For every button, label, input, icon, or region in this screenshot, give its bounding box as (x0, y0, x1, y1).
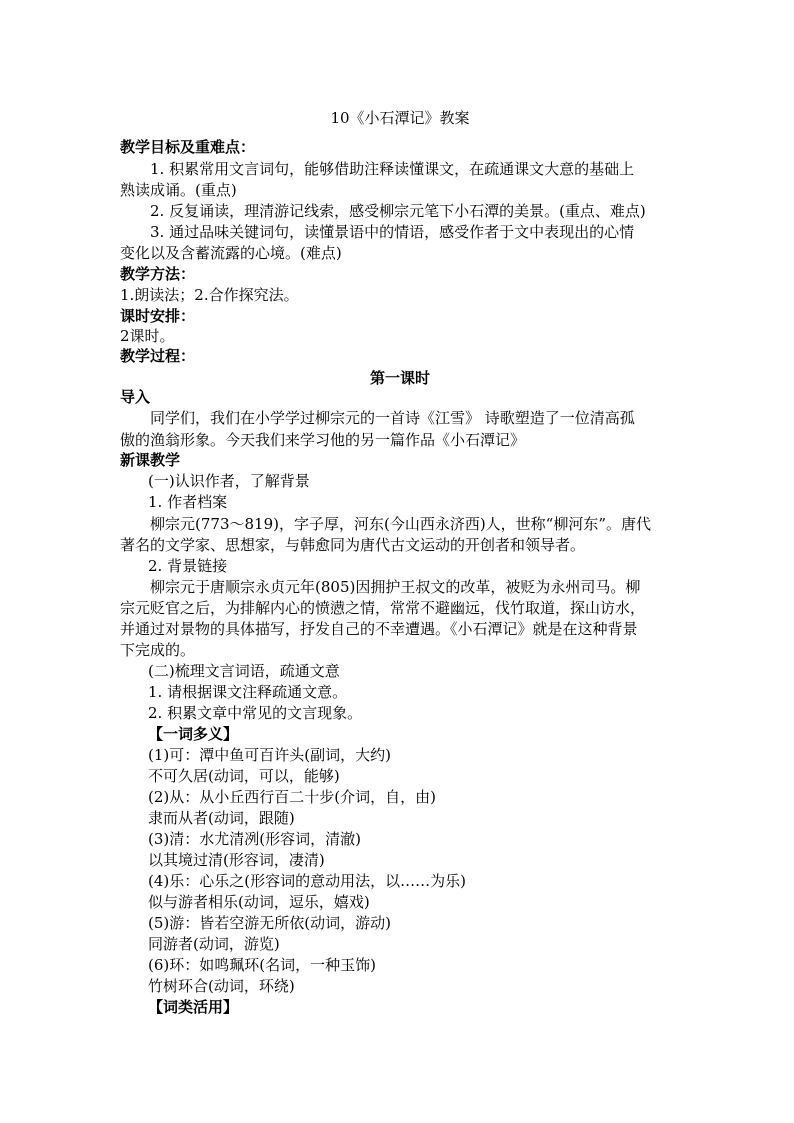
polysemy-item: (3)清：水尤清冽(形容词，清澈) (148, 830, 361, 848)
part-2-step-2: 2. 积累文章中常见的文言现象。 (148, 704, 363, 722)
polysemy-item: (5)游：皆若空游无所依(动词，游动) (148, 914, 391, 932)
part-1-heading: (一)认识作者，了解背景 (148, 472, 310, 490)
schedule-text: 2课时。 (120, 327, 175, 345)
polysemy-item: 以其境过清(形容词，凄清) (148, 851, 325, 869)
polysemy-heading: 【一词多义】 (148, 725, 239, 743)
new-lesson-heading: 新课教学 (120, 451, 181, 469)
methods-heading: 教学方法： (120, 265, 196, 283)
author-line-2: 著名的文学家、思想家，与韩愈同为唐代古文运动的开创者和领导者。 (120, 536, 586, 554)
polysemy-item: 同游者(动词，游览) (148, 935, 280, 953)
process-heading: 教学过程： (120, 347, 196, 365)
background-line-1: 柳宗元于唐顺宗永贞元年(805)因拥护王叔文的改革，被贬为永州司马。柳 (150, 578, 641, 596)
intro-line-2: 傲的渔翁形象。今天我们来学习他的另一篇作品《小石潭记》 (120, 431, 526, 449)
polysemy-item: 似与游者相乐(动词，逗乐，嬉戏) (148, 893, 370, 911)
document-title: 10《小石潭记》教案 (330, 109, 470, 127)
polysemy-item: 不可久居(动词，可以，能够) (148, 767, 340, 785)
goal-1-line-1: 1. 积累常用文言词句，能够借助注释读懂课文，在疏通课文大意的基础上 (150, 160, 635, 178)
goal-1-line-2: 熟读成诵。(重点) (120, 181, 237, 199)
author-line-1: 柳宗元(773～819)，字子厚，河东(今山西永济西)人，世称“柳河东”。唐代 (150, 515, 652, 533)
author-file-label: 1. 作者档案 (148, 493, 228, 511)
background-line-3: 并通过对景物的具体描写，抒发自己的不幸遭遇。《小石潭记》就是在这种背景 (120, 620, 638, 638)
background-line-2: 宗元贬官之后，为排解内心的愤懑之情，常常不避幽远，伐竹取道，探山访水， (120, 599, 646, 617)
polysemy-item: 竹树环合(动词，环绕) (148, 977, 295, 995)
polysemy-item: (1)可：潭中鱼可百许头(副词，大约) (148, 746, 391, 764)
polysemy-item: (6)环：如鸣珮环(名词，一种玉饰) (148, 956, 376, 974)
polysemy-item: (4)乐：心乐之(形容词的意动用法，以……为乐) (148, 872, 466, 890)
part-2-step-1: 1. 请根据课文注释疏通文意。 (148, 683, 348, 701)
background-line-4: 下完成的。 (120, 641, 196, 659)
intro-heading: 导入 (120, 388, 151, 406)
schedule-heading: 课时安排： (120, 307, 196, 325)
background-label: 2. 背景链接 (148, 557, 228, 575)
goal-2: 2. 反复诵读，理清游记线索，感受柳宗元笔下小石潭的美景。(重点、难点) (150, 202, 646, 220)
lesson-heading: 第一课时 (369, 369, 430, 387)
goal-3-line-1: 3. 通过品味关键词句，读懂景语中的情语，感受作者于文中表现出的心情 (150, 223, 635, 241)
goal-3-line-2: 变化以及含蓄流露的心境。(难点) (120, 244, 342, 262)
methods-text: 1.朗读法；2.合作探究法。 (120, 286, 299, 304)
polysemy-item: 隶而从者(动词，跟随) (148, 809, 295, 827)
word-class-heading: 【词类活用】 (148, 998, 239, 1016)
part-2-heading: (二)梳理文言词语，疏通文意 (148, 662, 340, 680)
goals-heading: 教学目标及重难点： (120, 138, 256, 156)
intro-line-1: 同学们，我们在小学学过柳宗元的一首诗《江雪》 诗歌塑造了一位清高孤 (150, 409, 635, 427)
polysemy-item: (2)从：从小丘西行百二十步(介词，自，由) (148, 788, 436, 806)
